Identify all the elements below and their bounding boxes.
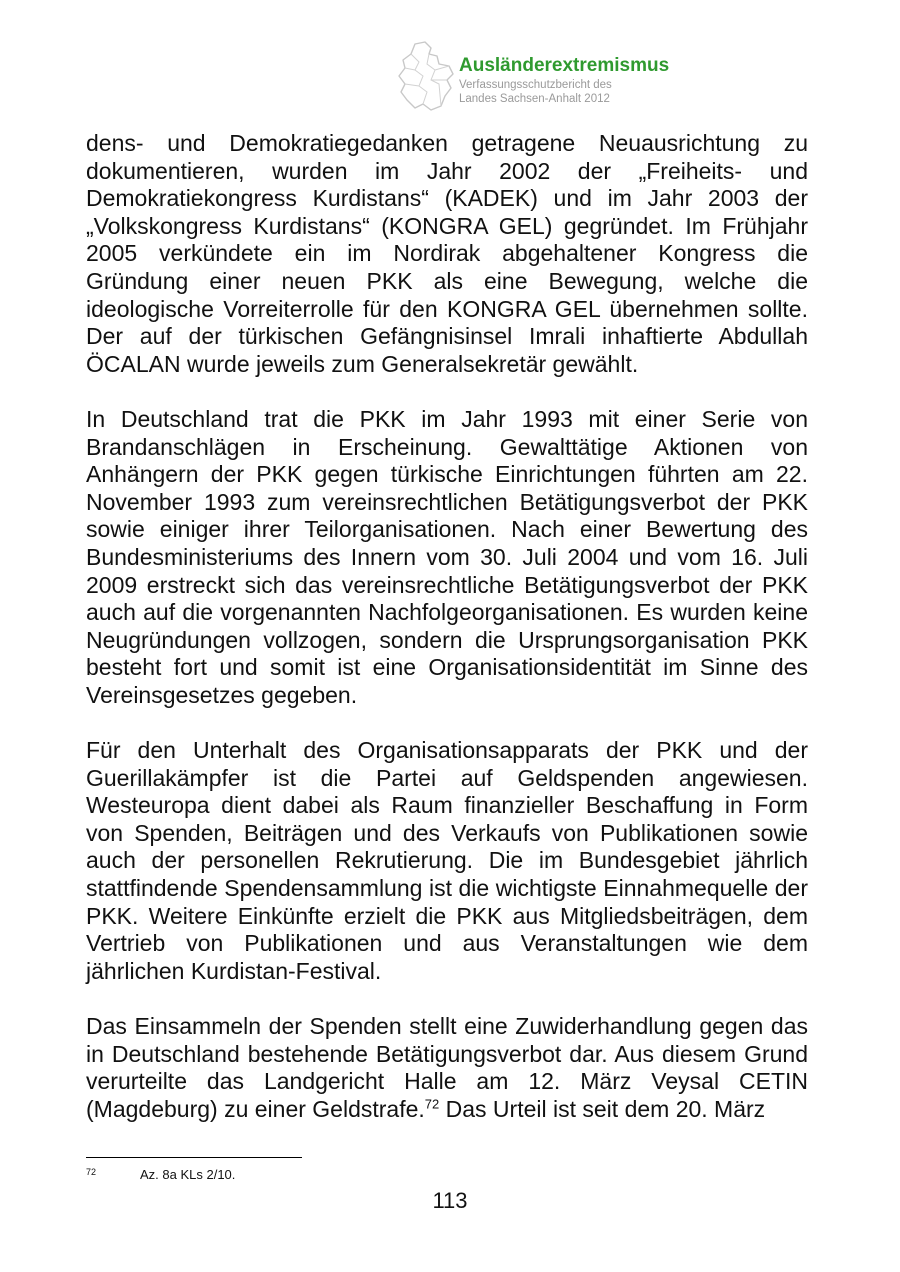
page-header: [395, 40, 815, 112]
paragraph-1: dens- und Demokratiegedanken getragene Neuausrichtung zu dokumentieren, wurden im Jahr 2002 der „Freiheits- und Demokratiekongress Kurdistans“ (KADEK) und im Jahr 2003 der „Volkskongress Kurdistans“ (KONGRA GEL) gegründet. Im Frühjahr 2005 verkündete ein im Nordirak abgehaltener Kongress die Gründung einer neuen PKK als eine Bewegung, welche die ideologische Vorreiterrolle für den KONGRA GEL übernehmen sollte. Der auf der türkischen Gefängnisinsel Imrali inhaftierte Abdullah ÖCALAN wurde jeweils zum Generalsekretär gewählt.: [86, 130, 808, 377]
footnote-text: Az. 8a KLs 2/10.: [140, 1167, 236, 1182]
paragraph-2: In Deutschland trat die PKK im Jahr 1993 mit einer Serie von Brandanschlägen in Erscheinung. Gewalttätige Aktionen von Anhängern der PKK gegen türkische Einrichtungen führten am 22. November 1993 zum vereinsrechtlichen Betätigungsverbot der PKK sowie einiger ihrer Teilorganisationen. Nach einer Bewertung des Bundesministeriums des Innern vom 30. Juli 2004 und vom 16. Juli 2009 erstreckt sich das vereinsrechtliche Betätigungsverbot der PKK auch auf die vorgenannten Nachfolgeorganisationen. Es wurden keine Neugründungen vollzogen, sondern die Ursprungsorganisation PKK besteht fort und somit ist eine Organisationsidentität im Sinne des Vereinsgesetzes gegeben.: [86, 405, 808, 708]
header-subtitle-line-1: Verfassungsschutzbericht des: [459, 79, 612, 91]
saxony-anhalt-map-icon: [395, 40, 457, 112]
paragraph-4: [86, 1013, 808, 1123]
footnote-number: 72: [86, 1167, 97, 1177]
footnote-reference[interactable]: 72: [424, 1096, 440, 1112]
header-subtitle-line-2: Landes Sachsen-Anhalt 2012: [459, 93, 610, 105]
header-title: Ausländerextremismus: [459, 55, 670, 76]
paragraph-3: Für den Unterhalt des Organisationsapparats der PKK und der Guerillakämpfer ist die Partei auf Geldspenden angewiesen. Westeuropa dient dabei als Raum finanzieller Beschaffung in Form von Spenden, Beiträgen und des Verkaufs von Publikationen sowie auch der personellen Rekrutierung. Die im Bundesgebiet jährlich stattfindende Spendensammlung ist die wichtigste Einnahmequelle der PKK. Weitere Einkünfte erzielt die PKK aus Mitgliedsbeiträgen, dem Vertrieb von Publikationen und aus Veranstaltungen wie dem jährlichen Kurdistan-Festival.: [86, 737, 808, 984]
paragraph-4-text: Das Einsammeln der Spenden stellt eine Zuwiderhandlung gegen das in Deutschland bestehende Betätigungsverbot dar. Aus diesem Grund verurteilte das Landgericht Halle am 12. März Veysal CETIN (Magdeburg) zu einer Geldstrafe.: [86, 1013, 808, 1122]
footnote-separator: [86, 1157, 302, 1158]
paragraph-4-continuation: Das Urteil ist seit dem 20. März: [439, 1095, 766, 1122]
page-number: 113: [432, 1188, 468, 1213]
body-text: [86, 130, 808, 1123]
